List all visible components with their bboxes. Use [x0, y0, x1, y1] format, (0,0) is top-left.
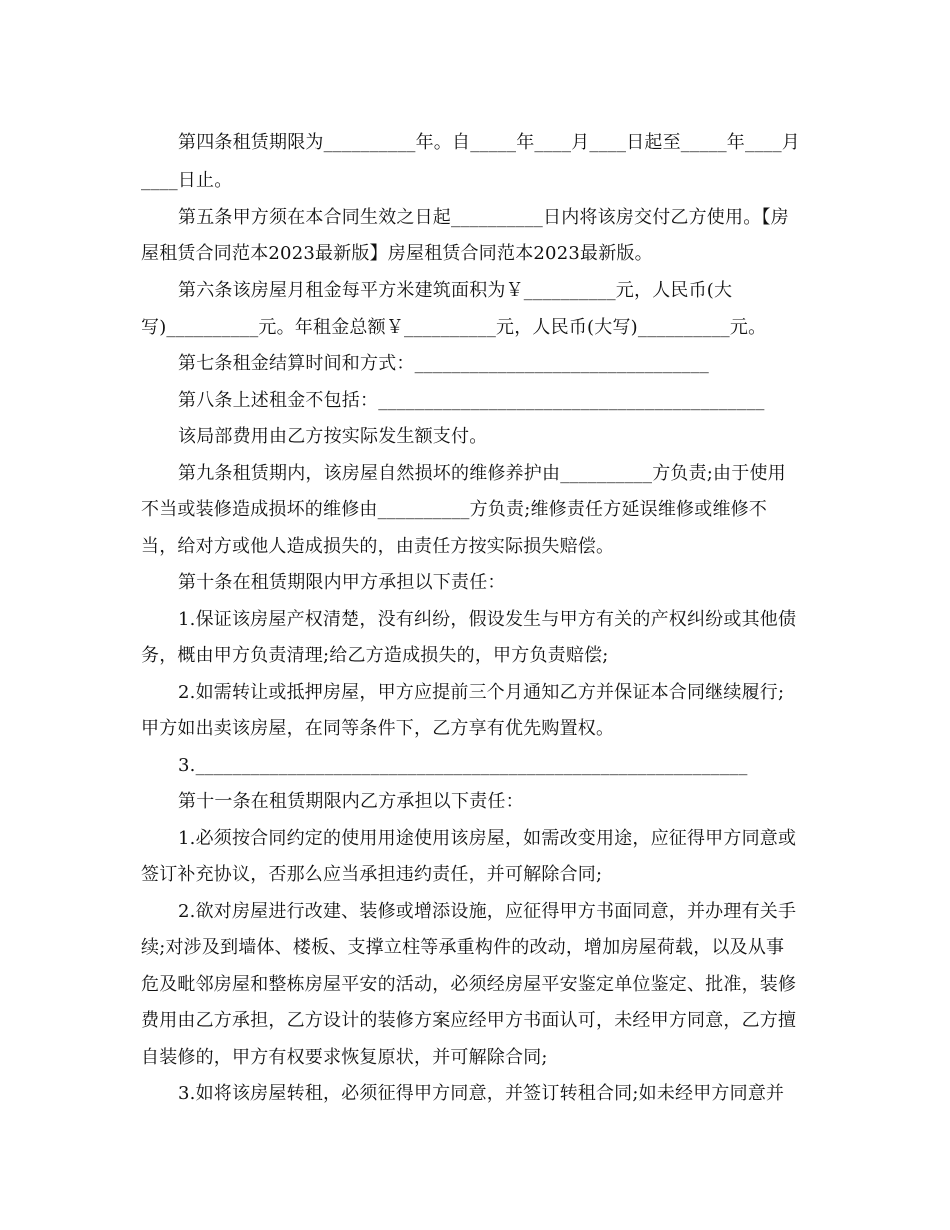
text-line: 屋租赁合同范本2023最新版】房屋租赁合同范本2023最新版。: [141, 243, 653, 264]
text-line: 第十一条在租赁期限内乙方承担以下责任：: [178, 791, 524, 812]
text-line: 3.如将该房屋转租，必须征得甲方同意，并签订转租合同;如未经甲方同意并: [178, 1083, 785, 1104]
text-line: ____日止。: [141, 170, 233, 191]
text-line: 1.保证该房屋产权清楚，没有纠纷，假设发生与甲方有关的产权纠纷或其他债: [178, 609, 797, 630]
text-line: 签订补充协议，否那么应当承担违约责任，并可解除合同;: [141, 864, 603, 885]
text-line: 第九条租赁期内，该房屋自然损坏的维修养护由__________方负责;由于使用: [178, 463, 786, 484]
text-line: 第四条租赁期限为__________年。自_____年____月____日起至_____年____月: [178, 132, 800, 153]
text-line: 该局部费用由乙方按实际发生额支付。: [178, 426, 488, 447]
text-line: 费用由乙方承担，乙方设计的装修方案应经甲方书面认可，未经甲方同意，乙方擅: [141, 1010, 797, 1031]
text-line: 务，概由甲方负责清理;给乙方造成损失的，甲方负责赔偿;: [141, 645, 609, 666]
text-line: 写)__________元。年租金总额￥__________元，人民币(大写)__________元。: [141, 317, 767, 338]
text-line: 第八条上述租金不包括：__________________________________________: [178, 390, 765, 411]
text-line: 1.必须按合同约定的使用用途使用该房屋，如需改变用途，应征得甲方同意或: [178, 828, 797, 849]
text-line: 第六条该房屋月租金每平方米建筑面积为￥__________元，人民币(大: [178, 280, 733, 301]
text-line: 第五条甲方须在本合同生效之日起__________日内将该房交付乙方使用。【房: [178, 207, 789, 228]
text-line: 2.如需转让或抵押房屋，甲方应提前三个月通知乙方并保证本合同继续履行;: [178, 682, 785, 703]
text-line: 不当或装修造成损坏的维修由__________方负责;维修责任方延误维修或维修不: [141, 499, 768, 520]
text-line: 危及毗邻房屋和整栋房屋平安的活动，必须经房屋平安鉴定单位鉴定、批准，装修: [141, 974, 797, 995]
text-line: 续;对涉及到墙体、楼板、支撑立柱等承重构件的改动，增加房屋荷载，以及从事: [141, 937, 785, 958]
text-line: 第七条租金结算时间和方式：________________________________: [178, 353, 709, 374]
text-line: 2.欲对房屋进行改建、装修或增添设施，应征得甲方书面同意，并办理有关手: [178, 901, 797, 922]
text-line: 3.____________________________________________________________: [178, 755, 748, 776]
text-line: 甲方如出卖该房屋，在同等条件下，乙方享有优先购置权。: [141, 718, 615, 739]
text-line: 第十条在租赁期限内甲方承担以下责任：: [178, 572, 506, 593]
text-line: 当，给对方或他人造成损失的，由责任方按实际损失赔偿。: [141, 536, 615, 557]
text-line: 自装修的，甲方有权要求恢复原状，并可解除合同;: [141, 1047, 548, 1068]
